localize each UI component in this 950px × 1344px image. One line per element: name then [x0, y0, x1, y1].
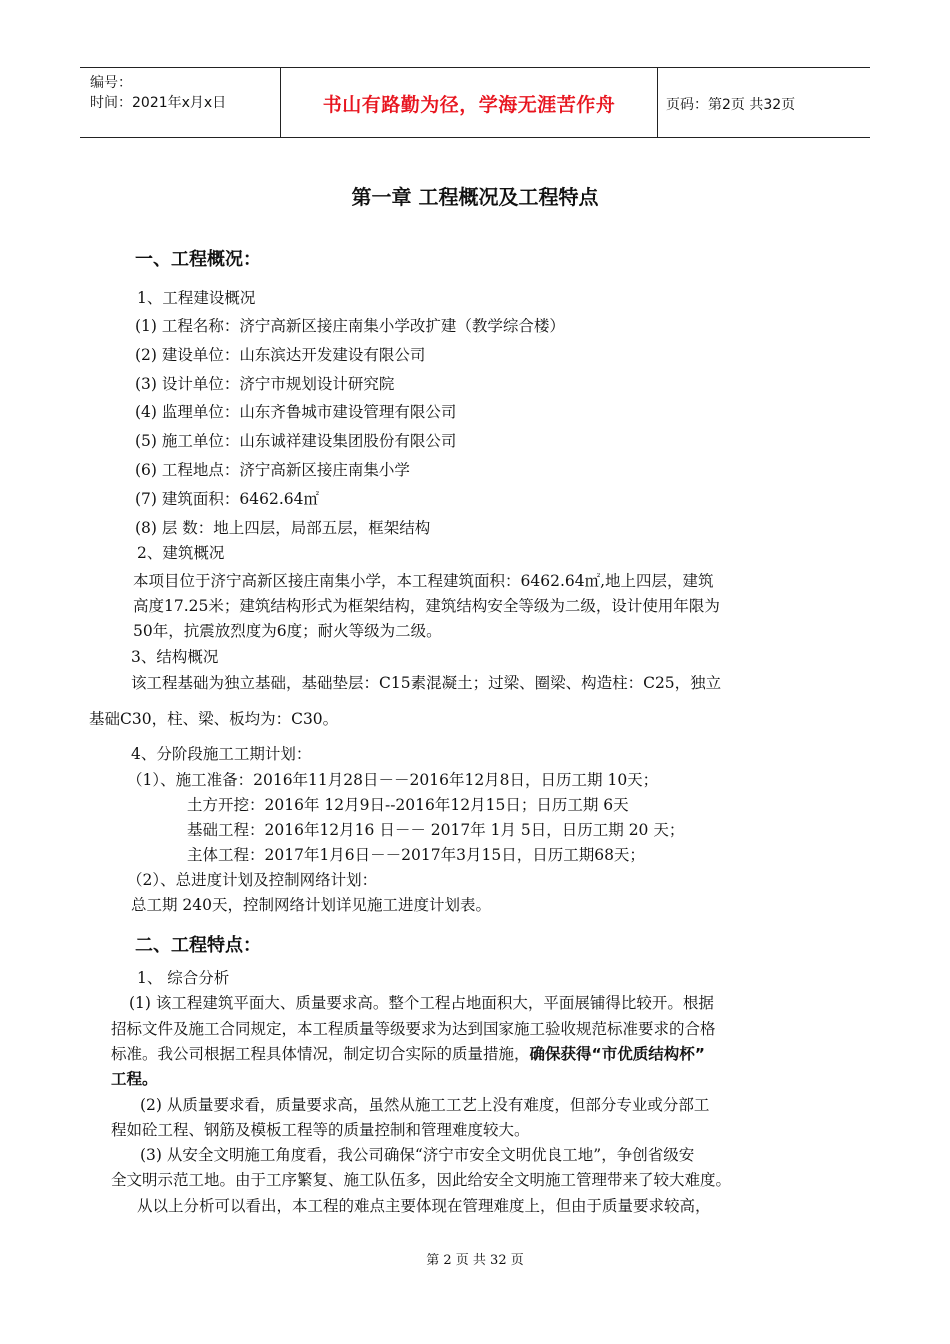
section1-sub4-title: 4、分阶段施工工期计划： — [131, 745, 312, 763]
number-label: 编号： — [90, 75, 132, 91]
schedule-line: 总工期 240天，控制网络计划详见施工进度计划表。 — [131, 896, 492, 914]
motto: 书山有路勤为径，学海无涯苦作舟 — [322, 94, 616, 116]
bold-emphasis-line: 工程。 — [111, 1070, 158, 1088]
section2-sub1-title: 1、 综合分析 — [137, 969, 230, 987]
info-item: (1) 工程名称：济宁高新区接庄南集小学改扩建（教学综合楼） — [135, 317, 565, 335]
paragraph-line — [111, 1044, 705, 1064]
paragraph-line: 从以上分析可以看出，本工程的难点主要体现在管理难度上，但由于质量要求较高， — [137, 1197, 711, 1215]
header-motto-cell — [281, 68, 658, 137]
date-line: 时间：2021年x月x日 — [90, 95, 227, 111]
paragraph-line: 本项目位于济宁高新区接庄南集小学，本工程建筑面积：6462.64㎡,地上四层，建筑 — [133, 572, 714, 590]
paragraph-line: (2) 从质量要求看，质量要求高，虽然从施工工艺上没有难度，但部分专业或分部工 — [140, 1096, 710, 1114]
chapter-title: 第一章 工程概况及工程特点 — [351, 185, 599, 209]
paragraph-line: 程如砼工程、钢筋及模板工程等的质量控制和管理难度较大。 — [111, 1121, 530, 1139]
paragraph-text: 标准。我公司根据工程具体情况，制定切合实际的质量措施， — [111, 1045, 530, 1063]
section1-sub1-title: 1、工程建设概况 — [137, 289, 256, 307]
paragraph-line: 该工程基础为独立基础，基础垫层：C15素混凝土；过梁、圈梁、构造柱：C25，独立 — [131, 674, 722, 692]
paragraph-line: 招标文件及施工合同规定，本工程质量等级要求为达到国家施工验收规范标准要求的合格 — [111, 1020, 716, 1038]
schedule-line: （2）、总进度计划及控制网络计划： — [127, 871, 378, 889]
page-footer: 第 2 页 共 32 页 — [426, 1253, 524, 1268]
paragraph-line: (3) 从安全文明施工角度看，我公司确保“济宁市安全文明优良工地”，争创省级安 — [140, 1146, 695, 1164]
bold-emphasis: 确保获得“市优质结构杯” — [529, 1045, 705, 1063]
info-item: (2) 建设单位：山东滨达开发建设有限公司 — [135, 346, 426, 364]
paragraph-line: 基础C30，柱、梁、板均为：C30。 — [89, 710, 339, 728]
schedule-line: （1）、施工准备：2016年11月28日－－2016年12月8日，日历工期 10天； — [127, 771, 659, 789]
paragraph-line: 高度17.25米；建筑结构形式为框架结构，建筑结构安全等级为二级，设计使用年限为 — [133, 597, 720, 615]
schedule-line: 土方开挖：2016年 12月9日--2016年12月15日；日历工期 6天 — [187, 796, 629, 814]
page-info: 页码：第2页 共32页 — [666, 97, 796, 113]
section1-sub3-title: 3、结构概况 — [131, 648, 219, 666]
info-item: (5) 施工单位：山东诚祥建设集团股份有限公司 — [135, 432, 457, 450]
info-item: (8) 层 数：地上四层，局部五层，框架结构 — [135, 519, 431, 537]
document-header — [80, 67, 870, 138]
info-item: (6) 工程地点：济宁高新区接庄南集小学 — [135, 461, 410, 479]
section1-heading: 一、工程概况： — [135, 249, 261, 270]
info-item: (3) 设计单位：济宁市规划设计研究院 — [135, 375, 395, 393]
info-item: (4) 监理单位：山东齐鲁城市建设管理有限公司 — [135, 403, 457, 421]
paragraph-line: (1) 该工程建筑平面大、质量要求高。整个工程占地面积大，平面展铺得比较开。根据 — [129, 994, 714, 1012]
header-right-cell — [658, 68, 870, 137]
paragraph-line: 50年，抗震放烈度为6度；耐火等级为二级。 — [133, 622, 442, 640]
section1-sub2-title: 2、建筑概况 — [137, 544, 225, 562]
paragraph-line: 全文明示范工地。由于工序繁复、施工队伍多，因此给安全文明施工管理带来了较大难度。 — [111, 1171, 732, 1189]
schedule-line: 主体工程：2017年1月6日－－2017年3月15日，日历工期68天； — [187, 846, 645, 864]
header-left-cell — [80, 68, 281, 137]
schedule-line: 基础工程：2016年12月16 日－－ 2017年 1月 5日，日历工期 20 天； — [187, 821, 685, 839]
section2-heading: 二、工程特点： — [135, 935, 261, 956]
info-item: (7) 建筑面积：6462.64㎡ — [135, 490, 319, 508]
